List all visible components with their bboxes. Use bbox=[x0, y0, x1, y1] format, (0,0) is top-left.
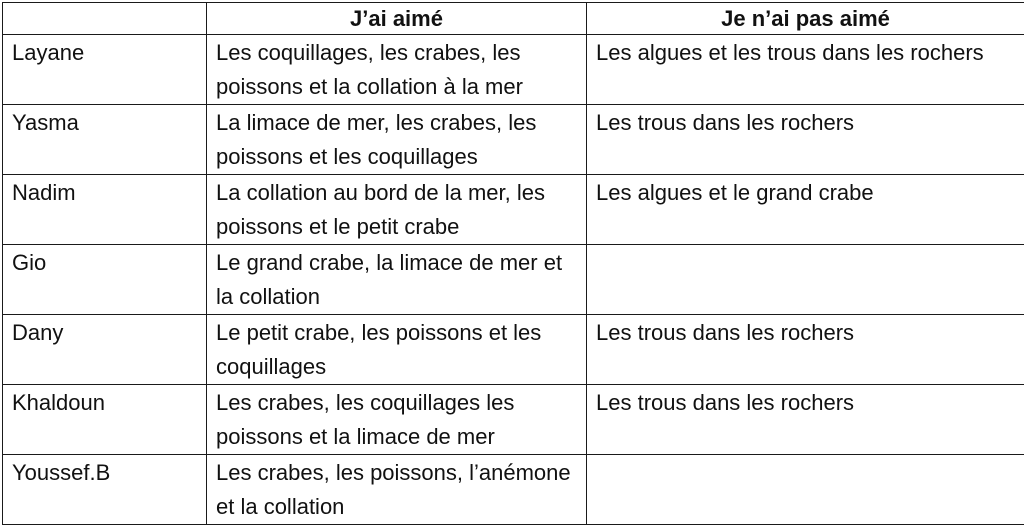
row-liked: Les crabes, les coquillages les poissons et la limace de mer bbox=[207, 385, 587, 455]
row-liked: Le grand crabe, la limace de mer et la collation bbox=[207, 245, 587, 315]
row-disliked: Les algues et le grand crabe bbox=[587, 175, 1024, 245]
row-name: Youssef.B bbox=[3, 455, 207, 525]
table-row bbox=[3, 455, 1024, 525]
row-liked: Les crabes, les poissons, l’anémone et la collation bbox=[207, 455, 587, 525]
row-disliked: Les algues et les trous dans les rochers bbox=[587, 35, 1024, 105]
row-disliked bbox=[587, 455, 1024, 525]
row-liked: La limace de mer, les crabes, les poissons et les coquillages bbox=[207, 105, 587, 175]
row-name: Khaldoun bbox=[3, 385, 207, 455]
table-row bbox=[3, 105, 1024, 175]
row-name: Dany bbox=[3, 315, 207, 385]
row-disliked: Les trous dans les rochers bbox=[587, 105, 1024, 175]
header-name bbox=[3, 3, 207, 35]
row-liked: Les coquillages, les crabes, les poissons et la collation à la mer bbox=[207, 35, 587, 105]
row-name: Gio bbox=[3, 245, 207, 315]
table-row bbox=[3, 35, 1024, 105]
header-liked: J’ai aimé bbox=[207, 3, 587, 35]
table-row bbox=[3, 245, 1024, 315]
header-disliked: Je n’ai pas aimé bbox=[587, 3, 1024, 35]
table-row bbox=[3, 385, 1024, 455]
preferences-table bbox=[2, 2, 1024, 525]
row-disliked bbox=[587, 245, 1024, 315]
table-row bbox=[3, 175, 1024, 245]
row-disliked: Les trous dans les rochers bbox=[587, 385, 1024, 455]
row-liked: Le petit crabe, les poissons et les coquillages bbox=[207, 315, 587, 385]
header-row bbox=[3, 3, 1024, 35]
table-row bbox=[3, 315, 1024, 385]
row-name: Yasma bbox=[3, 105, 207, 175]
row-disliked: Les trous dans les rochers bbox=[587, 315, 1024, 385]
row-name: Layane bbox=[3, 35, 207, 105]
row-name: Nadim bbox=[3, 175, 207, 245]
row-liked: La collation au bord de la mer, les poissons et le petit crabe bbox=[207, 175, 587, 245]
